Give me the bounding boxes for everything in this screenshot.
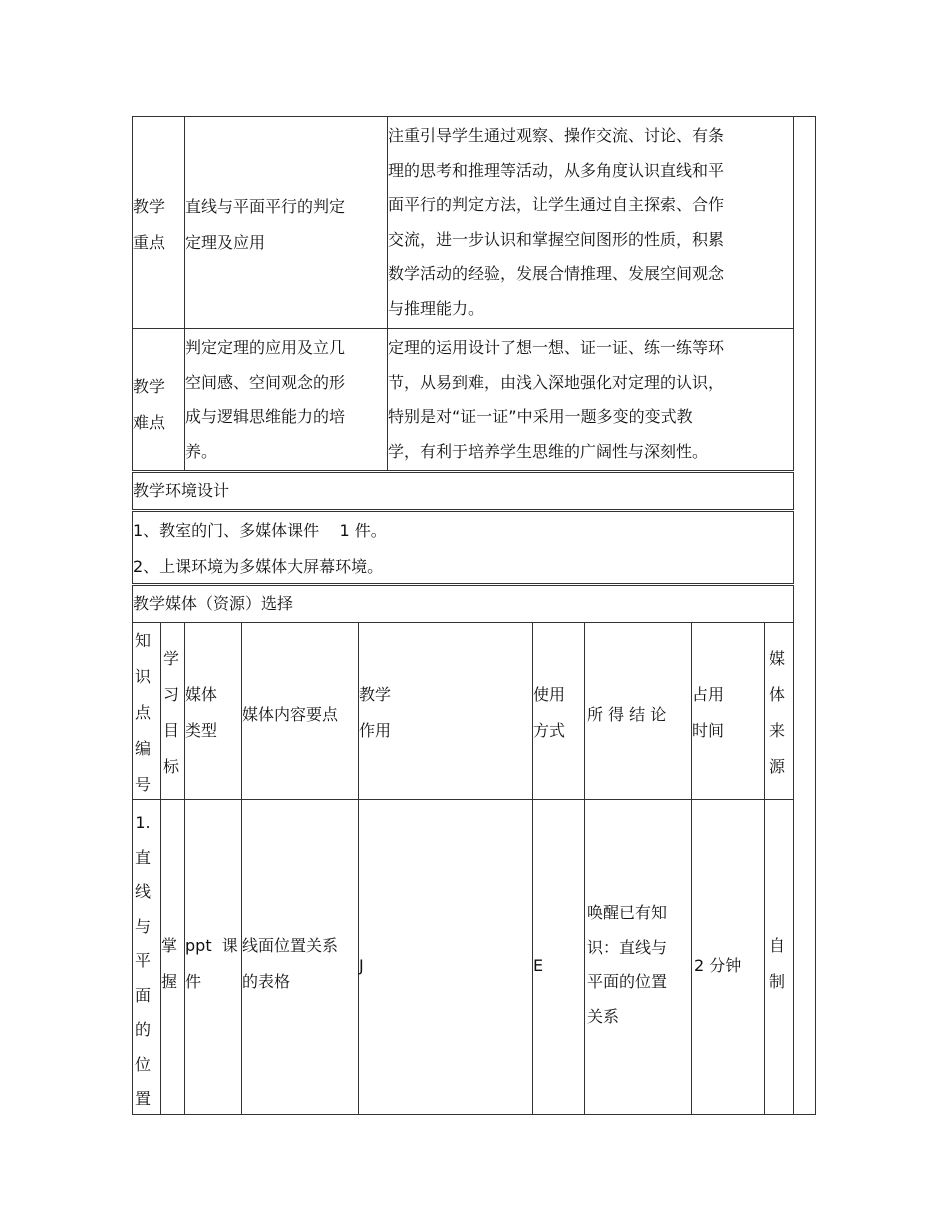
row1-usage: E: [533, 956, 544, 975]
difficult-strategy: 定理的运用设计了想一想、证一证、练一练等环 节，从易到难，由浅入深地强化对定理的认识， 特别是对“证一证”中采用一题多变的变式教 学，有利于培养学生思维的广阔性与深刻性。: [388, 338, 725, 461]
difficult-topic: 判定定理的应用及立几 空间感、空间观念的形 成与逻辑思维能力的培 养。: [185, 338, 346, 461]
difficult-topic-cell: [184, 328, 388, 471]
hdr-source-cell: [764, 622, 794, 800]
row1-conclusion: 唤醒已有知 识：直线与 平面的位置 关系: [587, 903, 668, 1026]
row1-goal-cell: [160, 799, 185, 1115]
key-strategy-cell: [387, 116, 794, 329]
hdr-type-cell: [184, 622, 242, 800]
hdr-goal: 学习目标: [162, 649, 179, 776]
key-strategy: 注重引导学生通过观察、操作交流、讨论、有条 理的思考和推理等活动，从多角度认识直线和平 面平行的判定方法，让学生通过自主探索、合作 交流，进一步认识和掌握空间图形的性质，积累 数学活动的经验，发展合情推理、发展空间观念 与推理能力。: [388, 126, 725, 318]
key-label: 教学 重点: [133, 197, 166, 252]
row1-type: ppt 课 件: [185, 936, 238, 991]
row1-role-cell: [358, 799, 533, 1115]
row1-source: 自 制: [769, 936, 786, 991]
hdr-kp: 知识点编号: [134, 631, 151, 794]
row1-goal: 掌 握: [161, 936, 178, 991]
hdr-time: 占用 时间: [692, 685, 725, 740]
difficult-label-cell: [132, 328, 185, 471]
key-topic-cell: [184, 116, 388, 329]
row1-content: 线面位置关系 的表格: [242, 936, 339, 991]
hdr-type: 媒体 类型: [185, 685, 218, 740]
row1-role: J: [359, 956, 364, 975]
hdr-source: 媒体来源: [768, 649, 785, 776]
env-heading: 教学环境设计: [133, 481, 230, 500]
row1-kp-cell: [132, 799, 161, 1115]
row1-time: 2 分钟: [694, 956, 742, 975]
row1-conclusion-cell: [584, 799, 692, 1115]
hdr-kp-cell: [132, 622, 161, 800]
key-topic: 直线与平面平行的判定 定理及应用: [185, 197, 346, 252]
difficult-label: 教学 难点: [133, 377, 166, 432]
hdr-conclusion-cell: [584, 622, 692, 800]
hdr-role-cell: [358, 622, 533, 800]
hdr-role: 教学 作用: [359, 685, 392, 740]
env-heading-cell: [132, 472, 794, 510]
media-heading-cell: [132, 585, 794, 623]
row1-source-cell: [764, 799, 794, 1115]
difficult-strategy-cell: [387, 328, 794, 471]
hdr-content-cell: [241, 622, 359, 800]
hdr-content: 媒体内容要点: [242, 705, 339, 724]
env-item-1: 1、教室的门、多媒体课件 1 件。: [133, 521, 387, 540]
row1-type-cell: [184, 799, 242, 1115]
row1-kp: 1.直线与平面的位置: [134, 813, 151, 1108]
hdr-usage-cell: [532, 622, 585, 800]
row1-content-cell: [241, 799, 359, 1115]
env-item-2: 2、上课环境为多媒体大屏幕环境。: [133, 557, 384, 576]
row1-usage-cell: [532, 799, 585, 1115]
hdr-goal-cell: [160, 622, 185, 800]
env-items-cell: [132, 511, 794, 584]
hdr-conclusion: 所 得 结 论: [587, 705, 667, 724]
media-heading: 教学媒体（资源）选择: [133, 594, 294, 613]
key-label-cell: [132, 116, 185, 329]
hdr-time-cell: [691, 622, 765, 800]
hdr-usage: 使用 方式: [533, 685, 566, 740]
outer-right-line: [815, 116, 816, 1115]
row1-time-cell: [691, 799, 765, 1115]
